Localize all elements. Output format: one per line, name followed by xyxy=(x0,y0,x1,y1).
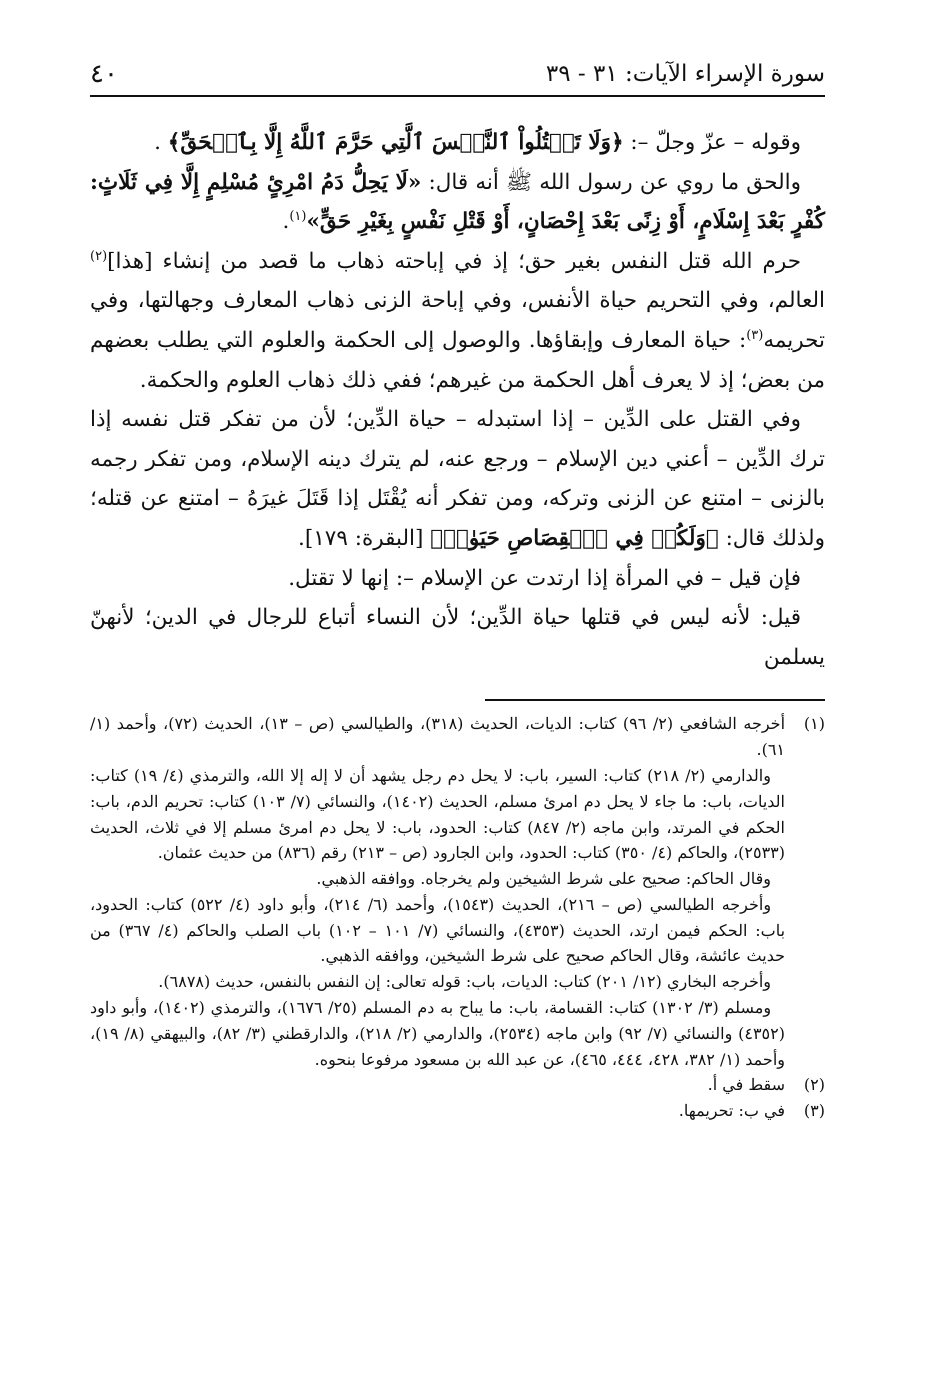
footnote-1-number: (١) xyxy=(803,714,825,734)
footnote-2-text: سقط في أ. xyxy=(707,1075,785,1095)
footnote-1-aisha: وأخرجه الطيالسي (ص – ٢١٦)، الحديث (١٥٤٣)، وأحمد (٦/ ٢١٤)، وأبو داود (٤/ ٥٢٢) كتاب: الحدود، باب: الحكم فيمن ارتد، الحديث (٤٣٥٣)، والنسائي (٧/ ١٠١ – ١٠٢) باب الصلب والحاكم (٤/ ٣٦٧) من حديث عائشة، وقال الحاكم صحيح على شرط الشيخين، ووافقه الذهبي. xyxy=(90,894,786,966)
hadith-text: «لَا يَحِلُّ دَمُ امْرِئٍ مُسْلِمٍ إِلَّا فِي ثَلَاثٍ: كُفْرٍ بَعْدَ إِسْلَامٍ، أَوْ زِنًى بَعْدَ إِحْصَانٍ، أَوْ قَتْلِ نَفْسٍ بِغَيْرِ حَقٍّ» xyxy=(90,169,825,235)
hadith-intro: والحق ما روي عن رسول الله ﷺ أنه قال: xyxy=(421,169,801,195)
footnotes xyxy=(90,711,825,1124)
verse-end: . xyxy=(154,130,168,155)
prohibition-text-a: حرم الله قتل النفس بغير حق؛ إذ في إباحته ذهاب ما قصد من إنشاء [هذا] xyxy=(107,248,801,274)
footnote-1 xyxy=(90,711,825,763)
prohibition-text-b: العالم، وفي التحريم حياة الأنفس، وفي إباحة الزنى ذهاب المعارف وجهالتها، وفي تحريمه xyxy=(90,288,825,353)
religion-text: وفي القتل على الدِّين – إذا استبدله – حياة الدِّين؛ لأن من تفكر قتل نفسه إذا ترك الدِّين – أعني دين الإسلام – ورجع عنه، لم يترك دينه الإسلام، ومن تفكر رجمه بالزنى – امتنع عن الزنى وتركه، ومن تفكر أنه يُقْتَل إذا قَتَلَ غيرَهُ – امتنع عن قتله؛ ولذلك قال: xyxy=(90,407,825,551)
paragraph-question: فإن قيل – في المرأة إذا ارتدت عن الإسلام –: إنها لا تقتل. xyxy=(288,565,801,591)
footnote-3 xyxy=(90,1098,825,1124)
footnote-3-text: في ب: تحريمها. xyxy=(678,1101,785,1121)
footnote-2-number: (٢) xyxy=(803,1075,825,1095)
verse-reference: [البقرة: ١٧٩]. xyxy=(297,525,431,551)
paragraph-verse-intro xyxy=(90,123,825,163)
footnote-1-hakim: وقال الحاكم: صحيح على شرط الشيخين ولم يخرجاه. ووافقه الذهبي. xyxy=(316,869,771,889)
prohibition-text-c: : حياة المعارف وإبقاؤها. والوصول إلى الحكمة والعلوم التي يطلب بعضهم من بعض؛ إذ لا يعرف أهل الحكمة من غيرهم؛ ففي ذلك ذهاب العلوم والحكمة. xyxy=(90,327,825,393)
page-header xyxy=(90,55,825,97)
paragraph-answer: قيل: لأنه ليس في قتلها حياة الدِّين؛ لأن النساء أتباع للرجال في الدين؛ لأنهنّ يسلمن xyxy=(90,605,825,670)
paragraph-hadith: والحق ما روي عن رسول الله ﷺ أنه قال: «لَا يَحِلُّ دَمُ امْرِئٍ مُسْلِمٍ إِلَّا فِي ثَلَاثٍ: كُفْرٍ بَعْدَ إِسْلَامٍ، أَوْ زِنًى بَعْدَ إِحْصَانٍ، أَوْ قَتْلِ نَفْسٍ بِغَيْرِ حَقٍّ»$^{(١)}$. xyxy=(90,169,825,235)
page-number: ٤٠ xyxy=(90,59,118,89)
paragraph-religion xyxy=(90,400,825,558)
footnote-1-text: أخرجه الشافعي (٢/ ٩٦) كتاب: الديات، الحديث (٣١٨)، والطيالسي (ص – ١٣)، الحديث (٧٢)، وأحمد (١/ ٦١). xyxy=(90,714,786,760)
footnote-3-number: (٣) xyxy=(803,1101,825,1121)
footnote-1-continuation: والدارمي (٢/ ٢١٨) كتاب: السير، باب: لا يحل دم رجل يشهد أن لا إله إلا الله، والترمذي (٤/ ١٩) كتاب: الديات، باب: ما جاء لا يحل دم امرئ مسلم، الحديث (١٤٠٢)، والنسائي (٧/ ١٠٣) كتاب: تحريم الدم، باب: الحكم في المرتد، وابن ماجه (٢/ ٨٤٧) كتاب: الحدود، باب: لا يحل دم امرئ مسلم إلا في ثلاث، الحديث (٢٥٣٣)، والحاكم (٤/ ٣٥٠) كتاب: الحدود، وابن الجارود (ص – ٢١٣) رقم (٨٣٦) من حديث عثمان. xyxy=(90,765,786,863)
footnote-divider xyxy=(485,699,825,701)
footnote-2 xyxy=(90,1072,825,1098)
book-page xyxy=(90,55,825,1355)
footnote-ref-2: (٢) xyxy=(90,248,108,264)
verse-intro-text: وقوله – عزّ وجلّ –: xyxy=(623,130,801,155)
footnote-1-muslim: ومسلم (٣/ ١٣٠٢) كتاب: القسامة، باب: ما يباح به دم المسلم (٢٥/ ١٦٧٦)، والترمذي (١٤٠٢)، وأبو داود (٤٣٥٢) والنسائي (٧/ ٩٢) وابن ماجه (٢٥٣٤)، والدارمي (٢/ ٢١٨)، والدارقطني (٣/ ٨٢)، والبيهقي (٨/ ١٩)، وأحمد (١/ ٣٨٢، ٤٢٨، ٤٤٤، ٤٦٥)، عن عبد الله بن مسعود مرفوعا بنحوه. xyxy=(90,998,785,1069)
footnote-ref-3: (٣) xyxy=(746,327,764,343)
footnote-1-bukhari: وأخرجه البخاري (١٢/ ٢٠١) كتاب: الديات، باب: قوله تعالى: إن النفس بالنفس، حديث (٦٨٧٨). xyxy=(158,972,771,992)
quran-verse: ﴿وَلَا تَقۡتُلُواْ ٱلنَّفۡسَ ٱلَّتِي حَرَّمَ ٱللَّهُ إِلَّا بِٱلۡحَقِّ﴾ xyxy=(167,130,624,155)
paragraph-prohibition xyxy=(90,242,825,400)
running-title: سورة الإسراء الآيات: ٣١ - ٣٩ xyxy=(545,61,825,87)
main-text xyxy=(90,123,825,677)
footnote-ref-1: (١) xyxy=(289,209,307,225)
quran-verse-qisas: ﴿وَلَكُمۡ فِي ٱلۡقِصَاصِ حَيَوٰةٞ﴾ xyxy=(430,525,719,551)
